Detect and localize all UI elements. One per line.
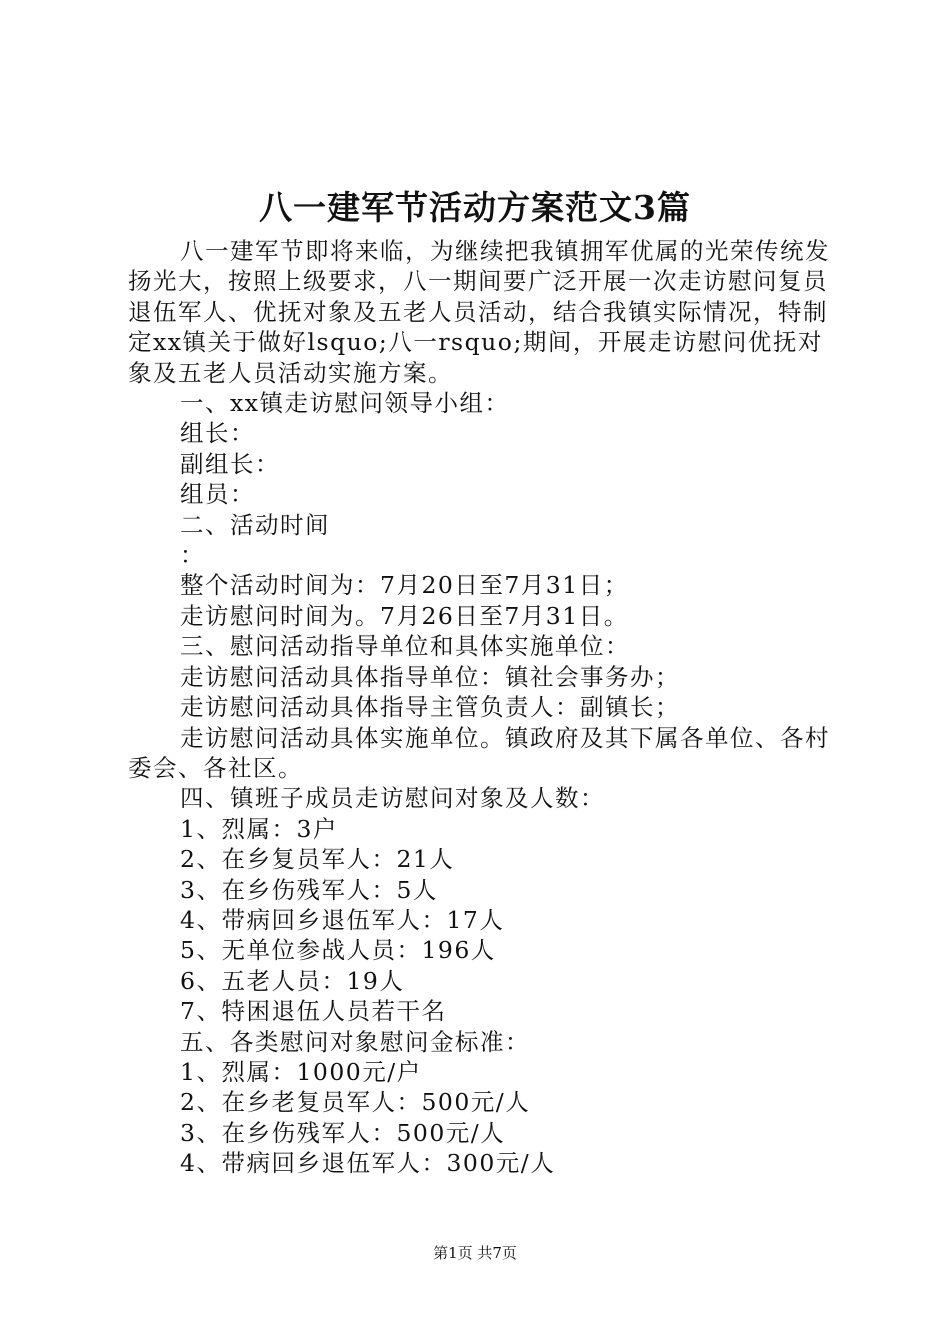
paragraph-deputy-leader: 副组长： (180, 449, 280, 478)
section-heading-time: 二、活动时间 (180, 510, 330, 539)
section-heading-standards: 五、各类慰问对象慰问金标准： (180, 1027, 530, 1056)
paragraph-guiding-unit: 走访慰问活动具体指导单位：镇社会事务办； (180, 662, 680, 691)
section-heading-targets: 四、镇班子成员走访慰问对象及人数： (180, 784, 605, 813)
list-item: 4、带病回乡退伍军人：17人 (180, 905, 505, 934)
list-item: 2、在乡老复员军人：500元/人 (180, 1088, 531, 1117)
paragraph-intro: 八一建军节即将来临，为继续把我镇拥军优属的光荣传统发扬光大，按照上级要求，八一期间要广泛开展一次走访慰问复员退伍军人、优抚对象及五老人员活动，结合我镇实际情况，特制定xx镇关于做好lsquo;八一rsquo;期间，开展走访慰问优抚对象及五老人员活动实施方案。 (128, 237, 830, 387)
paragraph-activity-time: 整个活动时间为：7月20日至7月31日； (180, 571, 629, 600)
section-heading-units: 三、慰问活动指导单位和具体实施单位： (180, 632, 630, 661)
list-item: 1、烈属：1000元/户 (180, 1057, 422, 1086)
paragraph-leader: 组长： (180, 419, 255, 448)
section-heading-leadership: 一、xx镇走访慰问领导小组： (180, 389, 510, 418)
page-number-footer: 第1页 共7页 (433, 1244, 517, 1262)
list-item: 6、五老人员：19人 (180, 966, 405, 995)
paragraph-colon: ： (180, 541, 205, 570)
list-item: 4、带病回乡退伍军人：300元/人 (180, 1149, 556, 1178)
list-item: 3、在乡伤残军人：500元/人 (180, 1118, 506, 1147)
list-item: 5、无单位参战人员：196人 (180, 936, 496, 965)
document-title: 八一建军节活动方案范文3篇 (259, 188, 691, 227)
paragraph-implementing-unit: 走访慰问活动具体实施单位。镇政府及其下属各单位、各村委会、各社区。 (128, 723, 830, 782)
document-body (128, 236, 838, 1179)
paragraph-visit-time: 走访慰问时间为。7月26日至7月31日。 (180, 601, 629, 630)
paragraph-guiding-head: 走访慰问活动具体指导主管负责人：副镇长； (180, 693, 680, 722)
paragraph-members: 组员： (180, 480, 255, 509)
list-item: 1、烈属：3户 (180, 814, 338, 843)
list-item: 3、在乡伤残军人：5人 (180, 875, 438, 904)
list-item: 2、在乡复员军人：21人 (180, 845, 455, 874)
list-item: 7、特困退伍人员若干名 (180, 997, 447, 1026)
